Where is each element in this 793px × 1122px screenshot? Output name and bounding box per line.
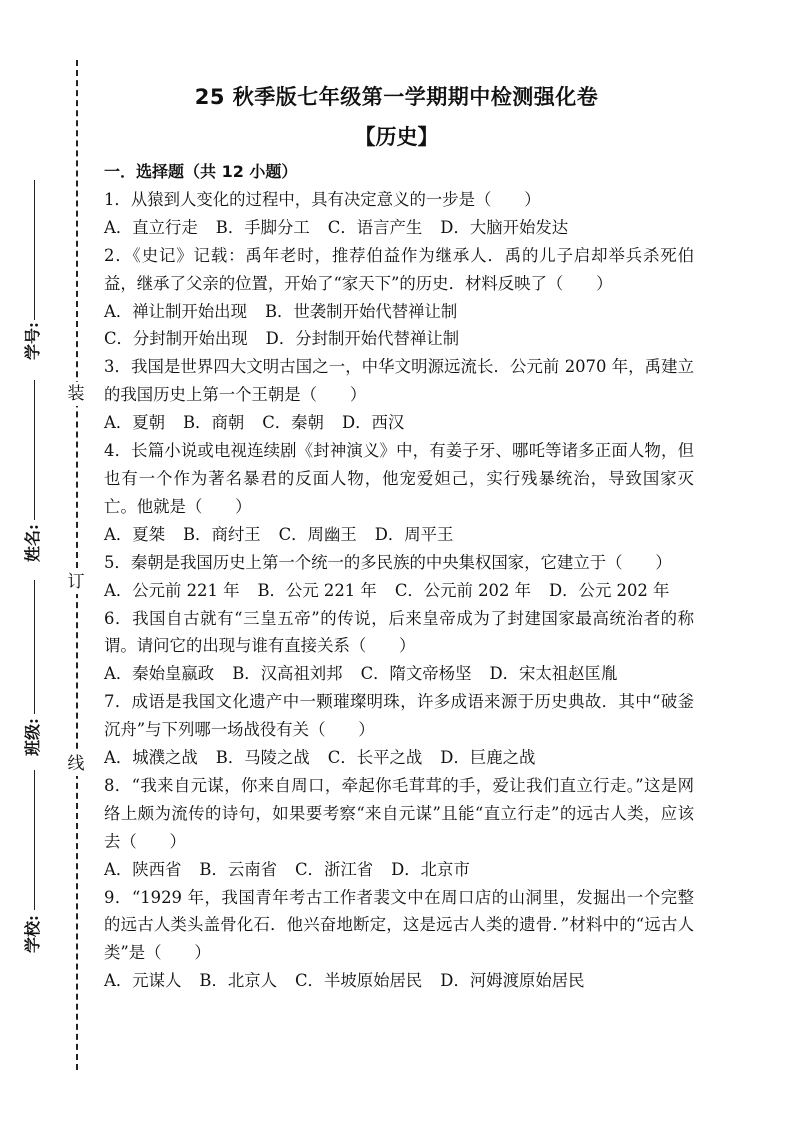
question-stem: 3．我国是世界四大文明古国之一，中华文明源远流长．公元前 2070 年，禹建立的我国历史上第一个王朝是（ ） xyxy=(104,357,694,405)
question-stem: 2．《史记》记载：禹年老时，推荐伯益作为继承人．禹的儿子启却举兵杀死伯益，继承了父亲的位置，开始了“家天下”的历史．材料反映了（ ） xyxy=(104,245,694,293)
question-stem: 5．秦朝是我国历史上第一个统一的多民族的中央集权国家，它建立于（ ） xyxy=(104,552,672,572)
question-6 xyxy=(104,605,694,689)
option-c: C．隋文帝杨坚 xyxy=(360,664,472,684)
option-d: D．北京市 xyxy=(391,859,470,879)
option-b: B．商朝 xyxy=(183,413,245,433)
option-b: B．世袭制开始代替禅让制 xyxy=(264,301,458,321)
option-c: C．秦朝 xyxy=(262,413,324,433)
option-a: A．陕西省 xyxy=(104,859,182,879)
option-d: D．巨鹿之战 xyxy=(440,748,536,768)
question-3 xyxy=(104,353,694,437)
option-a: A．禅让制开始出现 xyxy=(104,301,247,321)
question-stem: 7．成语是我国文化遗产中一颗璀璨明珠，许多成语来源于历史典故．其中“破釜沉舟”与下列哪一场战役有关（ ） xyxy=(104,692,694,740)
option-a: A．直立行走 xyxy=(104,217,198,237)
option-d: D．河姆渡原始居民 xyxy=(440,971,585,991)
option-a: A．公元前 221 年 xyxy=(104,580,240,600)
question-stem: 6．我国自古就有“三皇五帝”的传说，后来皇帝成为了封建国家最高统治者的称谓。请问它的出现与谁有直接关系（ ） xyxy=(104,608,694,656)
option-row xyxy=(104,856,694,884)
option-row xyxy=(104,660,694,688)
option-row xyxy=(104,298,694,326)
question-stem: 8．“我来自元谋，你来自周口，牵起你毛茸茸的手，爱让我们直立行走。”这是网络上颇为流传的诗句，如果要考察“来自元谋”且能“直立行走”的远古人类，应该去（ ） xyxy=(104,775,694,851)
option-row xyxy=(104,577,694,605)
option-b: B．云南省 xyxy=(199,859,278,879)
option-c: C．长平之战 xyxy=(327,748,423,768)
option-row xyxy=(104,521,694,549)
binding-dashed-line xyxy=(76,60,78,1070)
option-c: C．浙江省 xyxy=(295,859,374,879)
question-stem: 4．长篇小说或电视连续剧《封神演义》中，有姜子牙、哪吒等诸多正面人物，但也有一个作为著名暴君的反面人物，他宠爱妲己，实行残暴统治，导致国家灭亡。他就是（ ） xyxy=(104,441,694,516)
class-label: 班级: xyxy=(23,718,42,756)
option-d: D．分封制开始代替禅让制 xyxy=(265,329,460,349)
option-row xyxy=(104,325,694,353)
option-row xyxy=(104,214,694,242)
class-line xyxy=(34,580,35,714)
option-d: D．周平王 xyxy=(374,524,454,544)
option-a: A．秦始皇嬴政 xyxy=(104,664,215,684)
option-d: D．宋太祖赵匡胤 xyxy=(489,664,618,684)
binding-char-zhuang: 装 xyxy=(64,382,88,406)
option-a: A．元谋人 xyxy=(104,971,182,991)
option-a: A．夏桀 xyxy=(104,524,166,544)
school-label: 学校: xyxy=(23,915,42,953)
option-row xyxy=(104,967,694,995)
option-a: A．城濮之战 xyxy=(104,748,198,768)
option-c: C．语言产生 xyxy=(327,217,423,237)
student-number-line xyxy=(34,180,35,320)
student-number-label: 学号: xyxy=(23,322,42,360)
question-2 xyxy=(104,242,694,354)
option-c: C．周幽王 xyxy=(278,524,357,544)
option-d: D．公元 202 年 xyxy=(549,580,670,600)
option-c: C．分封制开始出现 xyxy=(104,329,248,349)
option-b: B．商纣王 xyxy=(183,524,261,544)
option-a: A．夏朝 xyxy=(104,413,166,433)
student-name-label: 姓名: xyxy=(23,524,42,562)
option-c: C．公元前 202 年 xyxy=(394,580,532,600)
question-1 xyxy=(104,186,694,242)
question-5 xyxy=(104,549,694,605)
question-stem: 1．从猿到人变化的过程中，具有决定意义的一步是（ ） xyxy=(104,189,541,209)
section-heading: 一．选择题（共 12 小题） xyxy=(104,162,298,181)
option-c: C．半坡原始居民 xyxy=(295,971,423,991)
student-name-line xyxy=(34,380,35,520)
question-stem: 9．“1929 年，我国青年考古工作者裴文中在周口店的山洞里，发掘出一个完整的远古人类头盖骨化石．他兴奋地断定，这是远古人类的遗骨．”材料中的“远古人类”是（ ） xyxy=(104,887,694,963)
option-row xyxy=(104,744,694,772)
option-row xyxy=(104,409,694,437)
option-b: B．汉高祖刘邦 xyxy=(232,664,343,684)
school-line xyxy=(34,770,35,910)
option-b: B．手脚分工 xyxy=(215,217,310,237)
question-list xyxy=(104,158,694,995)
binding-char-ding: 订 xyxy=(64,570,88,594)
option-d: D．大脑开始发达 xyxy=(440,217,569,237)
binding-char-xian: 线 xyxy=(64,752,88,776)
exam-subject: 【历史】 xyxy=(354,125,439,149)
question-9 xyxy=(104,884,694,996)
option-d: D．西汉 xyxy=(341,413,405,433)
exam-title: 25 秋季版七年级第一学期期中检测强化卷 xyxy=(194,85,599,109)
option-b: B．马陵之战 xyxy=(215,748,310,768)
question-4 xyxy=(104,437,694,549)
question-8 xyxy=(104,772,694,884)
option-b: B．北京人 xyxy=(199,971,278,991)
option-b: B．公元 221 年 xyxy=(257,580,377,600)
question-7 xyxy=(104,688,694,772)
